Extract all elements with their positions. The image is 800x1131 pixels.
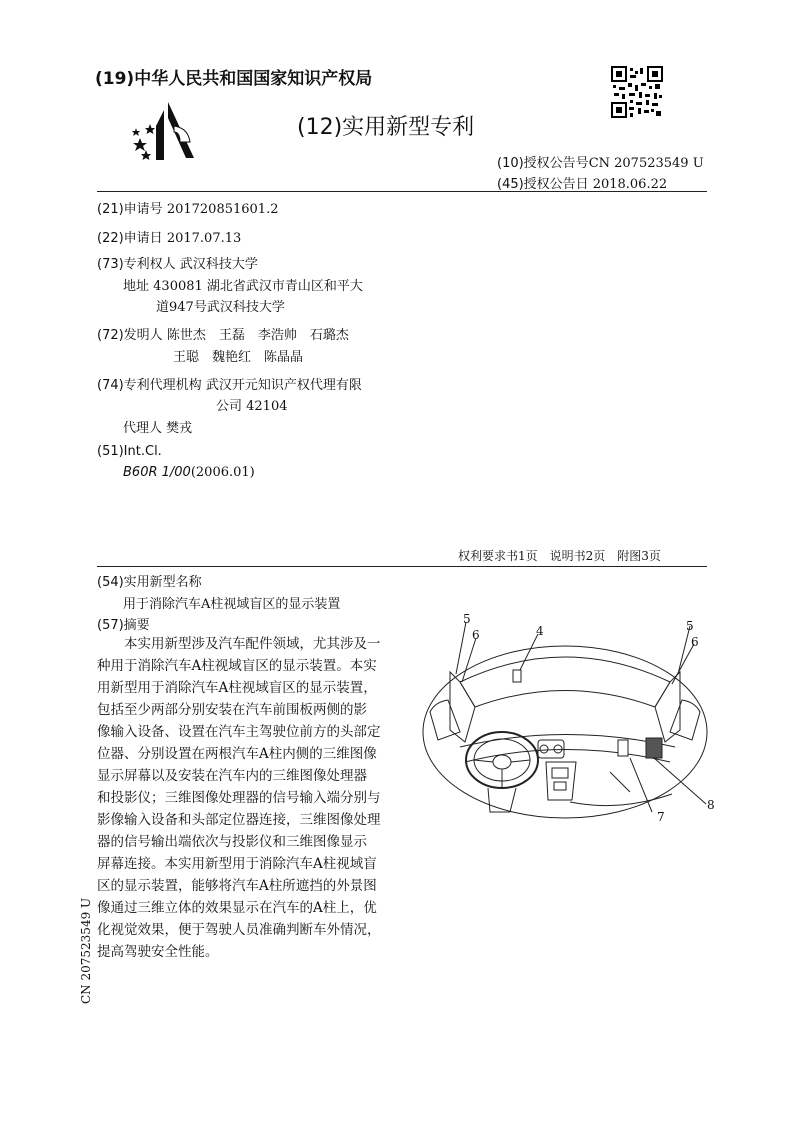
side-publication-number-text: CN 207523549 U <box>79 897 93 1004</box>
inventors <box>97 324 349 343</box>
abstract-line: 化视觉效果，便于驾驶人员准确判断车外情况， <box>97 922 381 938</box>
agent-value: 樊戎 <box>166 421 193 436</box>
agent <box>123 417 192 436</box>
agency-label: (74)专利代理机构 <box>97 378 202 393</box>
abstract-line: 和投影仪；三维图像处理器的信号输入端分别与 <box>97 790 381 806</box>
figure-label-5-left: 5 <box>463 612 471 626</box>
abstract-line: 本实用新型涉及汽车配件领域，尤其涉及一 <box>97 636 381 652</box>
qr-code-icon <box>611 66 663 118</box>
application-number-value: 201720851601.2 <box>166 202 279 217</box>
address-line-2: 道947号武汉科技大学 <box>156 300 285 315</box>
publication-date-label: (45)授权公告日 <box>497 177 589 192</box>
publication-number-value: CN 207523549 U <box>588 156 704 171</box>
int-cl-class: B60R 1/00 <box>123 465 191 480</box>
application-date-value: 2017.07.13 <box>166 231 242 246</box>
abstract-line: 包括至少两部分别安装在汽车前围板两侧的影 <box>97 702 367 718</box>
int-cl-label: (51)Int.Cl. <box>97 444 162 459</box>
figure-label-6-right: 6 <box>691 635 699 649</box>
application-date-label: (22)申请日 <box>97 231 163 246</box>
abstract-line: 种用于消除汽车A柱视域盲区的显示装置。本实 <box>97 658 377 674</box>
int-cl-year: (2006.01) <box>190 465 255 480</box>
agency <box>97 374 362 393</box>
title-label: (54)实用新型名称 <box>97 575 202 590</box>
publication-number <box>497 152 704 171</box>
document-type-title: (12)实用新型专利 <box>297 115 475 140</box>
abstract-line: 用新型用于消除汽车A柱视域盲区的显示装置， <box>97 680 377 696</box>
abstract-line: 显示屏幕以及安装在汽车内的三维图像处理器 <box>97 768 367 784</box>
abstract-line: 位器、分别设置在两根汽车A柱内侧的三维图像 <box>97 746 377 762</box>
agent-label: 代理人 <box>123 421 163 436</box>
middle-divider <box>97 566 707 567</box>
abstract-label: (57)摘要 <box>97 618 150 633</box>
address <box>123 275 363 294</box>
abstract-line: 屏幕连接。本实用新型用于消除汽车A柱视域盲 <box>97 856 377 872</box>
inventors-label: (72)发明人 <box>97 328 163 343</box>
dashboard-figure <box>420 612 710 822</box>
patentee <box>97 253 258 272</box>
figure-label-5-right: 5 <box>686 619 694 633</box>
inventors-line-2: 王聪 魏艳红 陈晶晶 <box>173 350 304 365</box>
abstract-line: 提高驾驶安全性能。 <box>97 944 219 960</box>
inventors-line-1: 陈世杰 王磊 李浩帅 石璐杰 <box>166 328 349 343</box>
header-divider <box>97 191 707 192</box>
utility-model-title: 用于消除汽车A柱视域盲区的显示装置 <box>123 597 341 612</box>
int-cl-entry <box>123 465 255 480</box>
address-line-1: 430081 湖北省武汉市青山区和平大 <box>153 279 363 294</box>
office-name: (19)中华人民共和国国家知识产权局 <box>95 69 373 89</box>
page-counts: 权利要求书1页 说明书2页 附图3页 <box>458 549 661 563</box>
publication-number-label: (10)授权公告号 <box>497 156 589 171</box>
figure-label-7: 7 <box>657 810 665 824</box>
application-number <box>97 198 278 217</box>
abstract-line: 像通过三维立体的效果显示在汽车的A柱上，优 <box>97 900 377 916</box>
application-date <box>97 227 241 246</box>
figure-label-4: 4 <box>536 624 544 638</box>
agency-line-1: 武汉开元知识产权代理有限 <box>205 378 362 393</box>
cnipa-logo-icon <box>128 98 208 168</box>
figure-label-8: 8 <box>707 798 715 812</box>
agency-line-2: 公司 42104 <box>216 399 288 414</box>
figure-label-6-left: 6 <box>472 628 480 642</box>
address-label: 地址 <box>123 279 150 294</box>
abstract-line: 影像输入设备和头部定位器连接，三维图像处理 <box>97 812 381 828</box>
application-number-label: (21)申请号 <box>97 202 163 217</box>
patentee-label: (73)专利权人 <box>97 257 176 272</box>
abstract-line: 像输入设备、设置在汽车主驾驶位前方的头部定 <box>97 724 381 740</box>
abstract-line: 区的显示装置，能够将汽车A柱所遮挡的外景图 <box>97 878 377 894</box>
patentee-value: 武汉科技大学 <box>179 257 258 272</box>
abstract-line: 器的信号输出端依次与投影仪和三维图像显示 <box>97 834 367 850</box>
publication-date-value: 2018.06.22 <box>592 177 668 192</box>
publication-date <box>497 173 667 192</box>
